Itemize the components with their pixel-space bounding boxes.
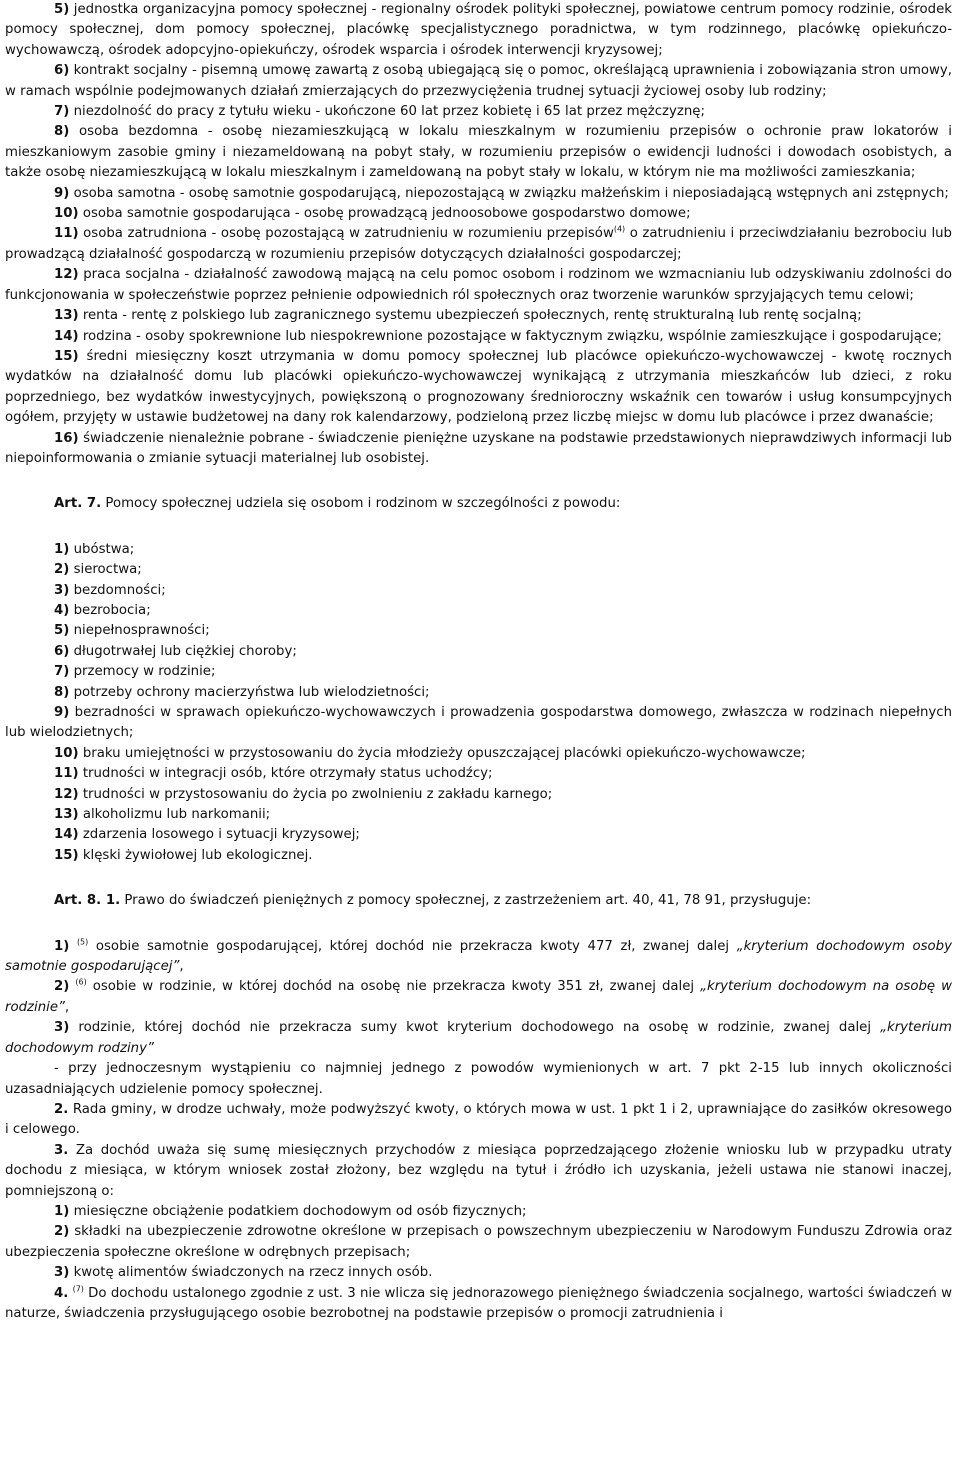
item-number: 11): [54, 766, 79, 782]
article-intro: Prawo do świadczeń pieniężnych z pomocy społecznej, z zastrzeżeniem art. 40, 41, 78 91, przysługuje:: [120, 893, 812, 909]
definition-14: [5, 327, 952, 347]
article-8-heading: [5, 891, 952, 911]
list-item: [5, 540, 952, 560]
item-text: miesięczne obciążenie podatkiem dochodowym od osób fizycznych;: [69, 1203, 527, 1219]
list-item: [5, 785, 952, 805]
definition-text: rodzina - osoby spokrewnione lub niespokrewnione pozostające w faktycznym związku, wspólnie zamieszkujące i gospodarujące;: [82, 328, 942, 344]
article-intro: Pomocy społecznej udziela się osobom i rodzinom w szczególności z powodu:: [101, 496, 621, 512]
art8-section-2: [5, 1100, 952, 1141]
spacer: [5, 866, 952, 891]
item-text: trudności w integracji osób, które otrzymały status uchodźcy;: [78, 766, 493, 782]
list-item: [5, 683, 952, 703]
art8-section-4: [5, 1284, 952, 1325]
list-item: [5, 581, 952, 601]
definition-13: [5, 306, 952, 326]
item-text: ubóstwa;: [69, 541, 135, 557]
definition-16: [5, 429, 952, 470]
item-number: 4): [54, 602, 70, 618]
item-text: rodzinie, której dochód nie przekracza sumy kwot kryterium dochodowego na osobę w rodzinie, zwanej dalej: [69, 1020, 881, 1036]
item-number: 6): [54, 63, 70, 79]
footnote-ref: (6): [75, 978, 87, 988]
definition-text: osoba zatrudniona - osobę pozostającą w zatrudnieniu w rozumieniu przepisów: [83, 226, 614, 242]
item-number: 10): [54, 206, 79, 222]
article-7-list: [5, 540, 952, 867]
item-number: 11): [54, 226, 79, 242]
definition-11: [5, 224, 952, 265]
defined-term: „kryterium dochodowym na osobę w rodzinie”: [5, 979, 952, 1015]
definition-15: [5, 347, 952, 429]
item-number: 12): [54, 267, 79, 283]
definition-8: [5, 122, 952, 183]
item-number: 10): [54, 745, 79, 761]
section-text: Do dochodu ustalonego zgodnie z ust. 3 nie wlicza się jednorazowego pieniężnego świadczenia socjalnego, wartości świadczeń w naturze, świadczenia przysługującego osobie bezrobotnej na podstawie przepisów o promocji zatrudnienia i: [5, 1285, 952, 1321]
list-item: [5, 703, 952, 744]
definition-text: praca socjalna - działalność zawodową mającą na celu pomoc osobom i rodzinom we wzmacnianiu lub odzyskiwaniu zdolności do funkcjonowania w społeczeństwie poprzez pełnienie odpowiednich ról społecznych oraz tworzenie warunków sprzyjających temu celowi;: [5, 267, 952, 303]
footnote-ref: (4): [613, 225, 626, 235]
item-number: 5): [54, 623, 70, 639]
item-text: bezdomności;: [69, 582, 166, 598]
section-number: 4.: [54, 1285, 69, 1301]
item-text: długotrwałej lub ciężkiej choroby;: [69, 643, 297, 659]
item-text: bezradności w sprawach opiekuńczo-wychowawczych i prowadzenia gospodarstwa domowego, zwłaszcza w rodzinach niepełnych lub wielodzietnych;: [5, 705, 952, 741]
section-text: Rada gminy, w drodze uchwały, może podwyższyć kwoty, o których mowa w ust. 1 pkt 1 i 2, uprawniające do zasiłków okresowego i celowego.: [5, 1101, 952, 1138]
item-text: alkoholizmu lub narkomanii;: [78, 807, 271, 823]
art8-point-2: [5, 977, 952, 1018]
item-number: 7): [54, 664, 70, 680]
definition-text: osoba samotnie gospodarująca - osobę prowadzącą jednoosobowe gospodarstwo domowe;: [82, 206, 691, 222]
list-item: [5, 601, 952, 621]
item-number: 7): [54, 104, 70, 120]
list-item: [5, 560, 952, 580]
item-number: 6): [54, 643, 70, 659]
list-item: [5, 764, 952, 784]
definition-text: osoba bezdomna - osobę niezamieszkującą w lokalu mieszkalnym w rozumieniu przepisów o ochronie praw lokatorów i mieszkaniowym zasobie gminy i niezameldowaną na pobyt stały, w rozumieniu przepisów o ewidencji ludności i dowodach osobistych, a także osobę niezamieszkującą w lokalu mieszkalnym i zameldowaną na pobyt stały w lokalu, w którym nie ma możliwości zamieszkania;: [5, 124, 953, 181]
section-number: 3.: [54, 1142, 69, 1158]
definition-text: kontrakt socjalny - pisemną umowę zawartą z osobą ubiegającą się o pomoc, określającą uprawnienia i zobowiązania stron umowy, w ramach wspólnie podejmowanych działań zmierzających do przezwyciężenia trudnej sytuacji życiowej osoby lub rodziny;: [5, 63, 952, 99]
section-number: 2.: [54, 1101, 69, 1117]
item-number: 3): [54, 1020, 70, 1036]
definition-12: [5, 265, 952, 306]
item-number: 12): [54, 786, 79, 802]
list-item: [5, 621, 952, 641]
list-item: [5, 1222, 952, 1263]
footnote-ref: (7): [72, 1284, 84, 1294]
item-number: 15): [54, 847, 79, 863]
list-item: [5, 846, 952, 866]
list-item: [5, 1202, 952, 1222]
definition-10: [5, 204, 952, 224]
item-number: 16): [54, 430, 79, 446]
item-number: 9): [54, 705, 70, 720]
item-number: 13): [54, 807, 79, 823]
item-text: przemocy w rodzinie;: [69, 664, 216, 680]
item-number: 2): [54, 1224, 70, 1240]
item-text: osobie samotnie gospodarującej, której dochód nie przekracza kwoty 477 zł, zwanej dalej: [88, 938, 737, 954]
item-text: bezrobocia;: [69, 602, 151, 618]
definition-text: osoba samotna - osobę samotnie gospodarującą, niepozostającą w związku małżeńskim i nieposiadającą wstępnych ani zstępnych;: [73, 185, 949, 201]
punctuation: ,: [179, 959, 184, 975]
spacer: [5, 469, 952, 494]
list-item: [5, 662, 952, 682]
defined-term: „kryterium dochodowym osoby samotnie gospodarującej”: [5, 938, 952, 975]
item-number: 2): [54, 979, 70, 995]
article-8-body: [5, 937, 952, 1325]
item-number: 14): [54, 827, 79, 843]
item-text: osobie w rodzinie, w której dochód na osobę nie przekracza kwoty 351 zł, zwanej dalej: [86, 979, 701, 995]
section-text: Za dochód uważa się sumę miesięcznych przychodów z miesiąca poprzedzającego złożenie wniosku lub w przypadku utraty dochodu z miesiąca, w którym wniosek został złożony, bez względu na tytuł i źródło ich uzyskania, jeżeli ustawa nie stanowi inaczej, pomniejszoną o:: [5, 1142, 952, 1199]
definition-text-cont: o zatrudnieniu i przeciwdziałaniu bezrobociu lub prowadzącą działalność gospodarczą w rozumieniu przepisów dotyczących działalności gospodarczej;: [5, 226, 953, 262]
item-number: 1): [54, 938, 70, 954]
definition-text: średni miesięczny koszt utrzymania w domu pomocy społecznej lub placówce opiekuńczo-wychowawczej - kwotę rocznych wydatków na działalność domu lub placówki opiekuńczo-wychowawczej wynikającą z utrzymania mieszkańców lub dzieci, z roku poprzedniego, bez wydatków inwestycyjnych, powiększoną o prognozowany średnioroczny wskaźnik cen towarów i usług konsumpcyjnych ogółem, przyjęty w ustawie budżetowej na dany rok kalendarzowy, podzieloną przez liczbę miejsc w domu lub placówce i przez dwanaście;: [5, 348, 952, 426]
item-number: 1): [54, 541, 70, 557]
article-label: Art. 7.: [54, 496, 102, 512]
item-number: 8): [54, 124, 70, 140]
punctuation: ,: [64, 999, 70, 1015]
art8-point-3: [5, 1018, 952, 1059]
definition-6: [5, 61, 952, 102]
item-number: 9): [54, 185, 70, 201]
item-text: klęski żywiołowej lub ekologicznej.: [78, 847, 313, 863]
art8-conditions: - przy jednoczesnym wystąpieniu co najmniej jednego z powodów wymienionych w art. 7 pkt 2-15 lub innych okoliczności uzasadniających udzielenie pomocy społecznej.: [5, 1061, 952, 1097]
article-7-heading: [5, 494, 952, 514]
definition-5: [5, 0, 952, 61]
list-item: [5, 642, 952, 662]
defined-term: „kryterium dochodowym rodziny”: [5, 1020, 952, 1056]
definition-text: renta - rentę z polskiego lub zagranicznego systemu ubezpieczeń społecznych, rentę strukturalną lub rentę socjalną;: [82, 308, 862, 324]
item-number: 2): [54, 562, 70, 578]
list-item: [5, 805, 952, 825]
definition-7: [5, 102, 952, 122]
item-number: 5): [54, 2, 70, 17]
item-text: zdarzenia losowego i sytuacji kryzysowej;: [78, 827, 360, 843]
definition-text: jednostka organizacyjna pomocy społecznej - regionalny ośrodek polityki społecznej, powiatowe centrum pomocy rodzinie, ośrodek pomocy społecznej, dom pomocy społecznej, placówkę specjalistycznego poradnictwa, w tym rodzinnego, placówkę opiekuńczo-wychowawczą, ośrodek adopcyjno-opiekuńczy, ośrodek wsparcia i ośrodek interwencji kryzysowej;: [5, 2, 952, 58]
definitions-list: [5, 0, 952, 469]
art8-section-3: [5, 1141, 952, 1202]
item-number: 8): [54, 684, 70, 700]
list-item: [5, 1263, 952, 1283]
definition-9: [5, 184, 952, 204]
item-text: sieroctwa;: [69, 562, 142, 578]
item-text: składki na ubezpieczenie zdrowotne określone w przepisach o powszechnym ubezpieczeniu w Narodowym Funduszu Zdrowia oraz ubezpieczenia społeczne określone w odrębnych przepisach;: [5, 1224, 952, 1260]
footnote-ref: (5): [76, 937, 89, 947]
article-label: Art. 8. 1.: [54, 893, 121, 909]
item-number: 15): [54, 348, 79, 364]
item-number: 13): [54, 308, 79, 324]
item-text: trudności w przystosowaniu do życia po zwolnieniu z zakładu karnego;: [78, 786, 553, 802]
list-item: [5, 825, 952, 845]
item-text: potrzeby ochrony macierzyństwa lub wielodzietności;: [69, 684, 430, 700]
art8-point-1: [5, 937, 952, 978]
definition-text: świadczenie nienależnie pobrane - świadczenie pieniężne uzyskane na podstawie przedstawionych nieprawdziwych informacji lub niepoinformowania o zmianie sytuacji materialnej lub osobistej.: [5, 430, 952, 466]
item-number: 1): [54, 1203, 70, 1219]
list-item: [5, 744, 952, 764]
item-text: kwotę alimentów świadczonych na rzecz innych osób.: [69, 1265, 433, 1281]
item-number: 3): [54, 1265, 70, 1281]
item-text: braku umiejętności w przystosowaniu do życia młodzieży opuszczającej placówki opiekuńczo-wychowawcze;: [78, 745, 806, 761]
definition-text: niezdolność do pracy z tytułu wieku - ukończone 60 lat przez kobietę i 65 lat przez mężczyznę;: [73, 104, 705, 120]
item-number: 3): [54, 582, 70, 598]
item-number: 14): [54, 328, 79, 344]
item-text: niepełnosprawności;: [69, 623, 210, 639]
